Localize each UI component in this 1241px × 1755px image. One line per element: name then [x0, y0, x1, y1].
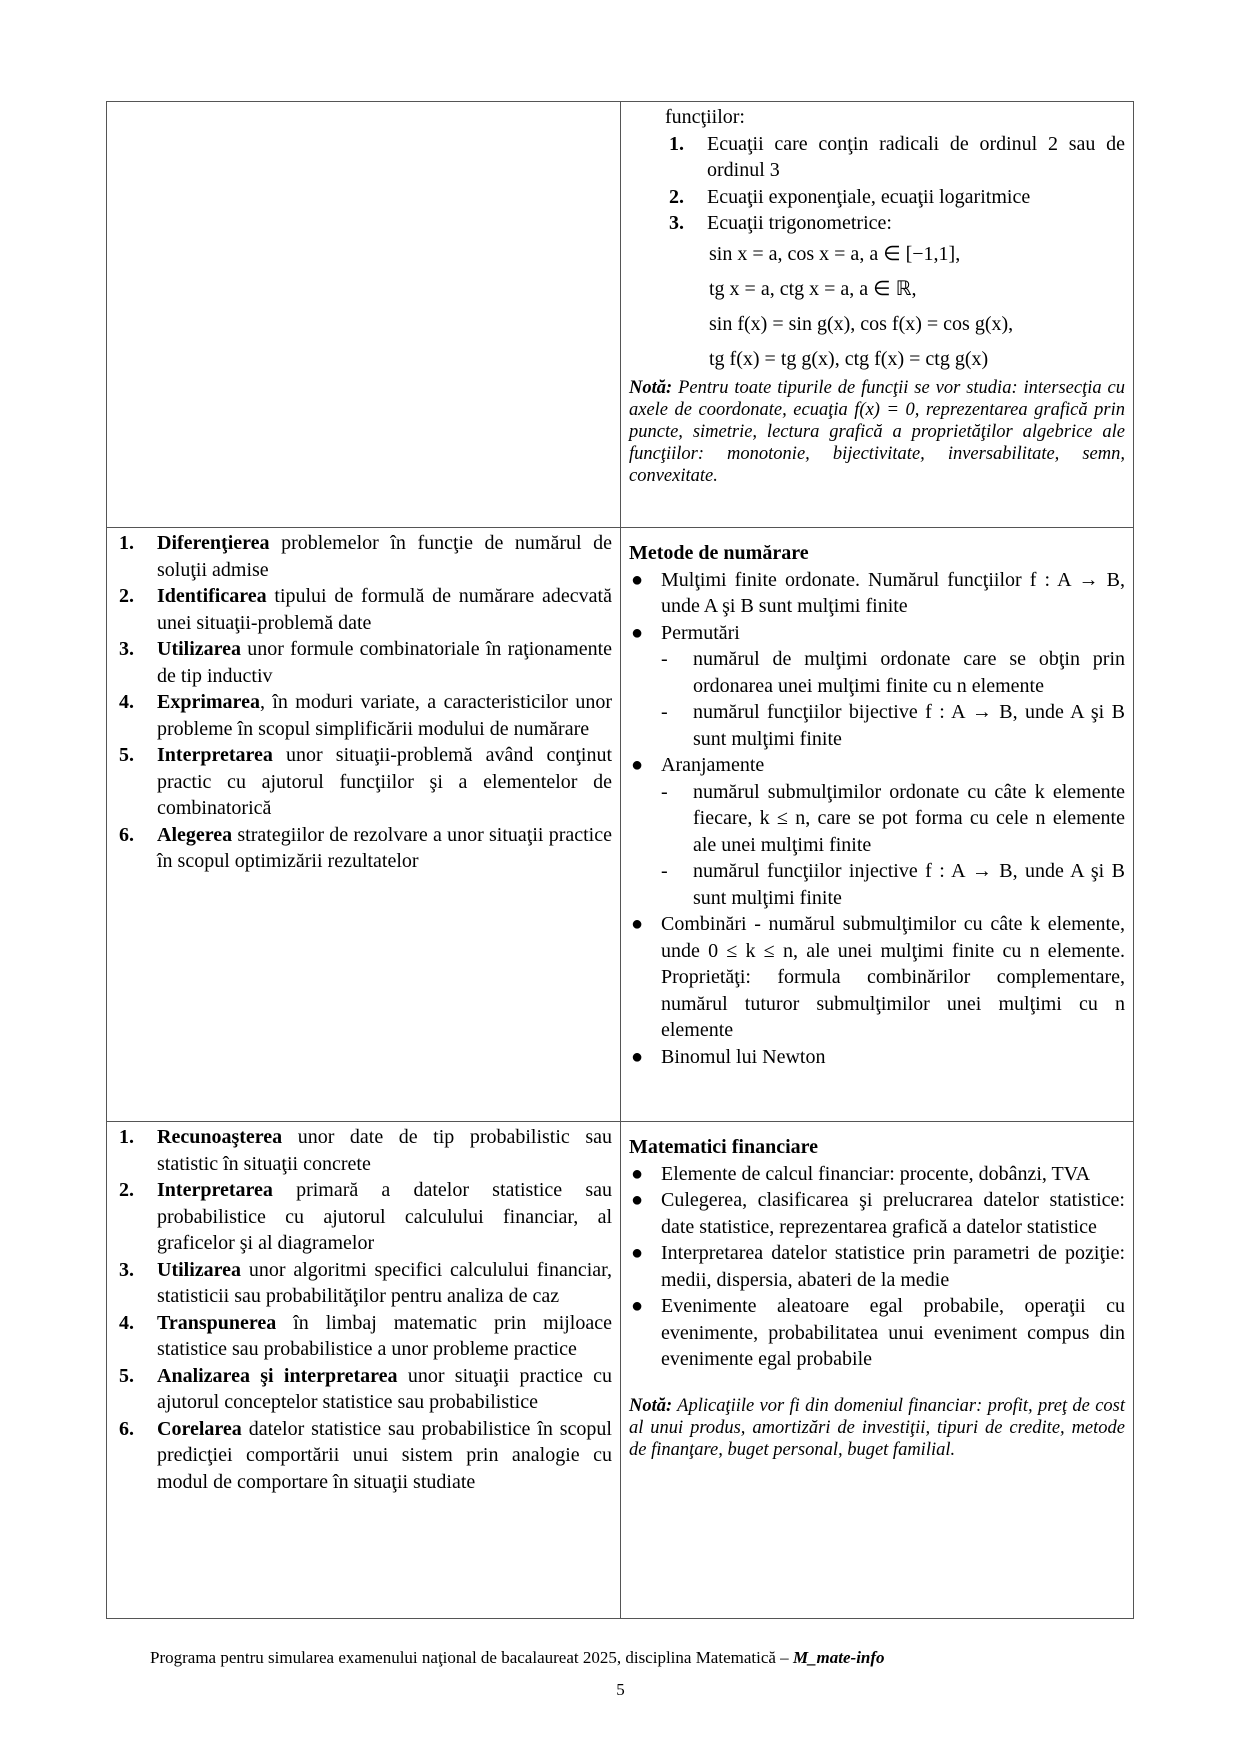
- item-number: 6.: [119, 823, 134, 846]
- bullet-icon: ●: [631, 1162, 644, 1185]
- item-number: 5.: [119, 1364, 134, 1387]
- competence-list: [115, 530, 612, 875]
- bullet-icon: ●: [631, 1189, 644, 1211]
- list-item: [629, 567, 1125, 620]
- content-list: [629, 567, 1125, 647]
- item-keyword: Diferenţierea: [157, 532, 270, 554]
- bullet-icon: ●: [631, 1295, 644, 1317]
- item-number: 6.: [119, 1417, 134, 1440]
- item-number: 3.: [669, 212, 684, 234]
- competences-cell-empty: [107, 102, 621, 528]
- item-number: 4.: [119, 1311, 134, 1334]
- dash-icon: -: [661, 701, 668, 723]
- footer-text: Programa pentru simularea examenului naţional de bacalaureat 2025, disciplina Matematică –: [150, 1648, 793, 1667]
- note: [629, 377, 1125, 487]
- list-item: [665, 131, 1125, 184]
- formula: sin f(x) = sin g(x), cos f(x) = cos g(x),: [709, 312, 1014, 335]
- list-item: [665, 184, 1125, 211]
- dash-icon: -: [661, 648, 668, 670]
- list-item: [665, 210, 1125, 237]
- competence-item: [115, 1257, 612, 1310]
- competences-cell: [107, 1122, 621, 1619]
- list-item: [629, 779, 1125, 859]
- competence-item: [115, 1363, 612, 1416]
- item-text: Culegerea, clasificarea şi prelucrarea datelor statistice: date statistice, reprezentarea grafică a datelor statistice: [661, 1189, 1125, 1238]
- item-keyword: Utilizarea: [157, 1258, 242, 1281]
- item-text: Ecuaţii trigonometrice:: [707, 212, 892, 234]
- item-text: [157, 1177, 612, 1257]
- list-item: [629, 858, 1125, 911]
- item-keyword: Corelarea: [157, 1417, 242, 1440]
- note-text: Aplicaţiile vor fi din domeniul financiar: profit, preţ de cost al unui produs, amortizări de investiţii, tipuri de credite, metode de finanţare, buget personal, buget familial.: [629, 1395, 1126, 1460]
- item-text: Mulţimi finite ordonate. Numărul funcţiilor f : A → B, unde A şi B sunt mulţimi finite: [661, 568, 1125, 617]
- item-text: [157, 689, 612, 742]
- page-footer: [150, 1645, 885, 1672]
- item-rest: datelor statistice sau probabilistice în scopul predicţiei comportării unui sistem prin analogie cu modul de comportare în situaţii studiate: [157, 1417, 612, 1493]
- list-item: [629, 1161, 1125, 1188]
- sub-list: [629, 779, 1125, 912]
- item-text: [157, 1310, 612, 1363]
- table-row: [107, 528, 1134, 1122]
- content-list: [629, 1161, 1125, 1373]
- content-list: [629, 911, 1125, 1070]
- dash-icon: -: [661, 860, 668, 882]
- bullet-icon: ●: [631, 1045, 644, 1068]
- content-list: [629, 752, 1125, 779]
- item-text: Aranjamente: [661, 754, 765, 776]
- competence-item: [115, 822, 612, 875]
- contents-cell: [621, 1122, 1134, 1619]
- note-text: Pentru toate tipurile de funcţii se vor studia: intersecţia cu axele de coordonate, ecuaţia f(x) = 0, reprezentarea grafică prin puncte, simetrie, lectura grafică a proprietăţilor algebrice ale funcţiilor: monotonie, bijectivitate, inversabilitate, semn, convexitate.: [629, 377, 1126, 486]
- item-number: 3.: [119, 638, 134, 660]
- item-rest: unor formule combinatoriale în raţionamente de tip inductiv: [157, 638, 612, 687]
- item-rest: primară a datelor statistice sau probabilistice cu ajutorul calculului financiar, al graficelor şi al diagramelor: [157, 1179, 612, 1254]
- bullet-icon: ●: [631, 568, 644, 591]
- bullet-icon: ●: [631, 1242, 644, 1264]
- list-item: [629, 1293, 1125, 1373]
- item-keyword: Interpretarea: [157, 744, 273, 766]
- item-text: [157, 583, 612, 636]
- lead-text: funcţiilor:: [665, 106, 745, 128]
- competence-item: [115, 583, 612, 636]
- competence-item: [115, 689, 612, 742]
- competence-item: [115, 1177, 612, 1257]
- contents-cell: [621, 102, 1134, 528]
- note-label: Notă:: [629, 377, 673, 398]
- item-text: Ecuaţii exponenţiale, ecuaţii logaritmice: [707, 185, 1031, 208]
- item-number: 3.: [119, 1258, 134, 1281]
- item-keyword: Recunoaşterea: [157, 1126, 283, 1148]
- competence-item: [115, 1124, 612, 1177]
- item-keyword: Utilizarea: [157, 638, 242, 660]
- item-number: 2.: [119, 585, 134, 607]
- list-item: [629, 620, 1125, 647]
- item-text: Interpretarea datelor statistice prin parametri de poziţie: medii, dispersia, abateri de la medie: [661, 1242, 1125, 1291]
- item-text: [157, 636, 612, 689]
- footer-code: M_mate-info: [792, 1648, 885, 1667]
- equation-list: [629, 131, 1125, 237]
- item-text: numărul funcţiilor bijective f : A → B, unde A şi B sunt mulţimi finite: [693, 701, 1125, 750]
- item-text: numărul de mulţimi ordonate care se obţin prin ordonarea unei mulţimi finite cu n elemente: [693, 648, 1125, 697]
- item-keyword: Transpunerea: [157, 1311, 277, 1334]
- item-rest: unor date de tip probabilistic sau statistic în situaţii concrete: [157, 1126, 612, 1175]
- item-rest: tipului de formulă de numărare adecvată unei situaţii-problemă date: [157, 585, 612, 634]
- curriculum-table: [106, 101, 1134, 1619]
- bullet-icon: ●: [631, 754, 644, 776]
- note: [629, 1395, 1125, 1461]
- competence-item: [115, 530, 612, 583]
- section-title: Metode de numărare: [629, 542, 809, 564]
- item-text: Permutări: [661, 621, 740, 644]
- item-text: [157, 1363, 612, 1416]
- list-item: [629, 646, 1125, 699]
- dash-icon: -: [661, 780, 668, 803]
- item-rest: problemelor în funcţie de numărul de soluţii admise: [157, 532, 612, 581]
- list-item: [629, 1044, 1125, 1071]
- item-rest: strategiilor de rezolvare a unor situaţii practice în scopul optimizării rezultatelor: [157, 823, 612, 872]
- bullet-icon: ●: [631, 621, 644, 644]
- item-number: 5.: [119, 744, 134, 766]
- competence-item: [115, 1310, 612, 1363]
- item-keyword: Alegerea: [157, 823, 233, 846]
- formula: tg x = a, ctg x = a, a ∈ ℝ,: [709, 277, 917, 300]
- competence-list: [115, 1124, 612, 1495]
- table-row: [107, 102, 1134, 528]
- competence-item: [115, 1416, 612, 1496]
- sub-list: [629, 646, 1125, 752]
- item-keyword: Interpretarea: [157, 1179, 273, 1201]
- item-text: [157, 1416, 612, 1496]
- item-number: 1.: [119, 532, 134, 554]
- table-row: [107, 1122, 1134, 1619]
- list-item: [629, 1240, 1125, 1293]
- item-rest: în limbaj matematic prin mijloace statistice sau probabilistice a unor probleme practice: [157, 1311, 612, 1360]
- note-label: Notă:: [629, 1395, 673, 1416]
- item-number: 1.: [669, 132, 684, 155]
- section-title: Matematici financiare: [629, 1136, 819, 1158]
- item-rest: unor situaţii-problemă având conţinut practic cu ajutorul funcţiilor şi a elementelor de combinatorică: [157, 744, 612, 819]
- formula: sin x = a, cos x = a, a ∈ [−1,1],: [709, 242, 961, 265]
- bullet-icon: ●: [631, 913, 644, 935]
- formula: tg f(x) = tg g(x), ctg f(x) = ctg g(x): [709, 347, 989, 370]
- item-text: [157, 530, 612, 583]
- item-text: [157, 742, 612, 822]
- item-text: Ecuaţii care conţin radicali de ordinul 2 sau de ordinul 3: [707, 132, 1125, 181]
- item-rest: , în moduri variate, a caracteristicilor unor probleme în scopul simplificării modului de numărare: [157, 691, 612, 740]
- item-text: Evenimente aleatoare egal probabile, operaţii cu evenimente, probabilitatea unui eveniment compus din evenimente egal probabile: [661, 1295, 1125, 1370]
- competences-cell: [107, 528, 621, 1122]
- item-keyword: Exprimarea: [157, 691, 260, 713]
- list-item: [629, 699, 1125, 752]
- item-text: numărul submulţimilor ordonate cu câte k elemente fiecare, k ≤ n, care se pot forma cu cele n elemente ale unei mulţimi finite: [693, 780, 1125, 856]
- item-keyword: Identificarea: [157, 585, 267, 607]
- item-keyword: Analizarea şi interpretarea: [157, 1364, 398, 1387]
- contents-cell: [621, 528, 1134, 1122]
- item-number: 2.: [669, 185, 684, 208]
- page-number: 5: [616, 1680, 625, 1699]
- item-text: [157, 822, 612, 875]
- item-text: numărul funcţiilor injective f : A → B, unde A şi B sunt mulţimi finite: [693, 860, 1125, 909]
- list-item: [629, 1187, 1125, 1240]
- item-number: 4.: [119, 691, 134, 713]
- item-text: Elemente de calcul financiar: procente, dobânzi, TVA: [661, 1162, 1091, 1185]
- item-number: 2.: [119, 1179, 134, 1201]
- item-text: [157, 1124, 612, 1177]
- competence-item: [115, 742, 612, 822]
- item-rest: unor algoritmi specifici calculului financiar, statisticii sau probabilităţilor pentru analiza de caz: [157, 1258, 612, 1307]
- item-text: Combinări - numărul submulţimilor cu câte k elemente, unde 0 ≤ k ≤ n, ale unei mulţimi finite cu n elemente. Proprietăţi: formula combinărilor complementare, numărul tuturor submulţimilor unei mulţimi cu n elemente: [661, 913, 1125, 1041]
- list-item: [629, 752, 1125, 779]
- item-text: Binomul lui Newton: [661, 1045, 826, 1068]
- item-rest: unor situaţii practice cu ajutorul conceptelor statistice sau probabilistice: [157, 1364, 612, 1413]
- competence-item: [115, 636, 612, 689]
- item-text: [157, 1257, 612, 1310]
- list-item: [629, 911, 1125, 1044]
- item-number: 1.: [119, 1126, 134, 1148]
